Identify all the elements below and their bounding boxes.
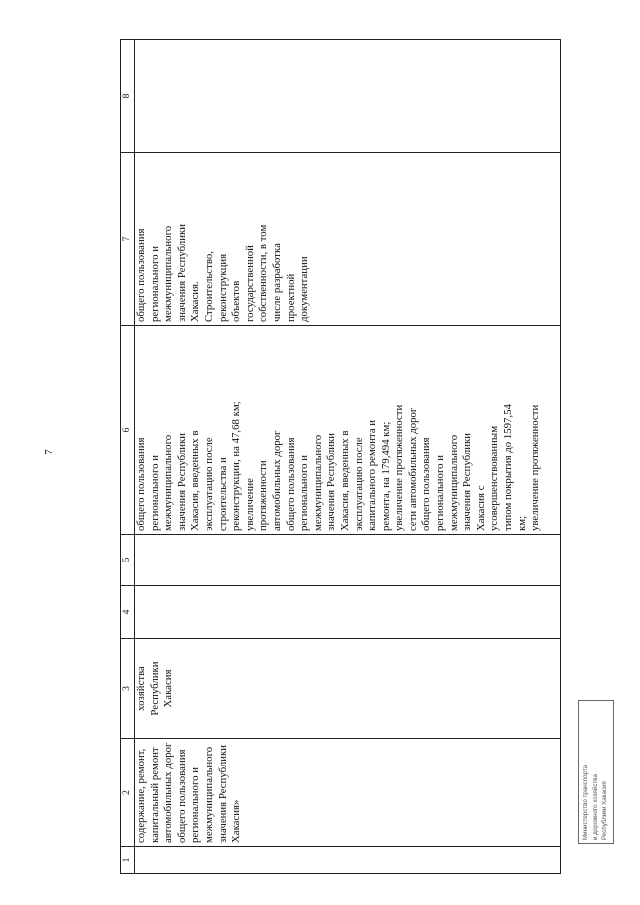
cell-col2 bbox=[135, 739, 561, 847]
cell-text-line: Строительство, bbox=[202, 251, 215, 322]
stamp-text bbox=[578, 700, 614, 844]
cell-text-line: межмуниципального bbox=[311, 434, 324, 531]
cell-text-line: проектной bbox=[284, 273, 297, 322]
cell-text-line: увеличение протяженности bbox=[529, 404, 542, 531]
cell-text-line: межмуниципального bbox=[447, 434, 460, 531]
cell-text-line: содержание, ремонт, bbox=[135, 748, 147, 843]
cell-text-line: Хакасия» bbox=[230, 799, 243, 843]
cell-text-line: автомобильных дорог bbox=[162, 742, 175, 843]
cell-text-line: эксплуатацию после bbox=[352, 437, 365, 531]
page-number: 7 bbox=[42, 449, 55, 455]
cell-text-line: межмуниципального bbox=[162, 434, 175, 531]
cell-text-line: межмуниципального bbox=[162, 225, 175, 322]
cell-text-line: реконструкции, на 47,68 км; bbox=[230, 401, 243, 531]
cell-text-line: ремонта, на 179,494 км; bbox=[379, 421, 392, 531]
cell-text-line: государственной bbox=[243, 245, 256, 322]
cell-text-line: объектов bbox=[230, 280, 243, 322]
cell-text-line: усовершенствованным bbox=[488, 425, 501, 531]
program-table bbox=[120, 39, 561, 874]
header-cell-1: 1 bbox=[121, 847, 135, 874]
cell-text-line: общего пользования bbox=[420, 437, 433, 531]
cell-text-line: Хакасия с bbox=[474, 485, 487, 531]
cell-text-line: строительства и bbox=[216, 457, 229, 531]
cell-col8 bbox=[135, 40, 561, 153]
header-cell-8: 8 bbox=[121, 40, 135, 153]
header-cell-5: 5 bbox=[121, 535, 135, 586]
rotated-table-wrapper bbox=[120, 40, 560, 874]
cell-text-line: км; bbox=[515, 515, 528, 531]
cell-col5 bbox=[135, 535, 561, 586]
cell-text-line: регионального и bbox=[434, 455, 447, 531]
header-cell-6: 6 bbox=[121, 326, 135, 535]
cell-col7 bbox=[135, 153, 561, 326]
cell-text-line: Хакасия. bbox=[189, 281, 202, 322]
cell-text-line: собственности, в том bbox=[257, 224, 270, 322]
stamp-line: и дорожного хозяйства bbox=[591, 774, 599, 840]
stamp-line: Республики Хакасия bbox=[601, 781, 608, 840]
cell-text-line: эксплуатацию после bbox=[202, 437, 215, 531]
cell-text-line: документации bbox=[298, 256, 311, 322]
cell-text-line: числе разработка bbox=[270, 243, 283, 322]
cell-text-line: регионального и bbox=[148, 455, 161, 531]
cell-text-line: общего пользования bbox=[135, 437, 147, 531]
cell-text-line: увеличение bbox=[243, 478, 256, 531]
registration-stamp bbox=[578, 700, 614, 844]
cell-text-line: типом покрытия до 1597,54 bbox=[502, 404, 515, 531]
cell-text-line: значения Республики bbox=[175, 432, 188, 531]
cell-text-line: капитальный ремонт bbox=[148, 747, 161, 843]
cell-col1 bbox=[135, 847, 561, 874]
cell-text-line: значения Республики bbox=[175, 223, 188, 322]
cell-text-line: общего пользования bbox=[175, 749, 188, 843]
cell-text-line: протяженности bbox=[257, 460, 270, 531]
cell-text-line: капитального ремонта и bbox=[366, 419, 379, 531]
header-cell-2: 2 bbox=[121, 739, 135, 847]
cell-text-line: сети автомобильных дорог bbox=[406, 407, 419, 531]
cell-col3 bbox=[135, 639, 561, 739]
cell-text-line: увеличение протяженности bbox=[393, 404, 406, 531]
cell-text-line: Хакасия, введенных в bbox=[338, 430, 351, 531]
cell-col4 bbox=[135, 586, 561, 639]
cell-text-line: регионального и bbox=[189, 767, 202, 843]
header-cell-3: 3 bbox=[121, 639, 135, 739]
table-row bbox=[135, 40, 561, 874]
cell-text-line: общего пользования bbox=[135, 228, 147, 322]
cell-text-line: межмуниципального bbox=[202, 746, 215, 843]
cell-text-line: значения Республики bbox=[325, 432, 338, 531]
cell-col6 bbox=[135, 326, 561, 535]
cell-text-line: значения Республики bbox=[216, 744, 229, 843]
cell-text-line: автомобильных дорог bbox=[270, 430, 283, 531]
stamp-line: Министерство транспорта bbox=[582, 764, 589, 840]
cell-text-line: регионального и bbox=[148, 246, 161, 322]
cell-text-line: значения Республики bbox=[461, 432, 474, 531]
table-header-row bbox=[121, 40, 135, 874]
cell-text-line: хозяйства bbox=[135, 666, 147, 711]
cell-text-line: Хакасия, введенных в bbox=[189, 430, 202, 531]
cell-text-line: Хакасия bbox=[162, 669, 175, 708]
cell-text-line: регионального и bbox=[298, 455, 311, 531]
header-cell-7: 7 bbox=[121, 153, 135, 326]
cell-text-line: Республики bbox=[148, 661, 161, 716]
cell-text-line: реконструкция bbox=[216, 253, 229, 322]
cell-text-line: общего пользования bbox=[284, 437, 297, 531]
header-cell-4: 4 bbox=[121, 586, 135, 639]
